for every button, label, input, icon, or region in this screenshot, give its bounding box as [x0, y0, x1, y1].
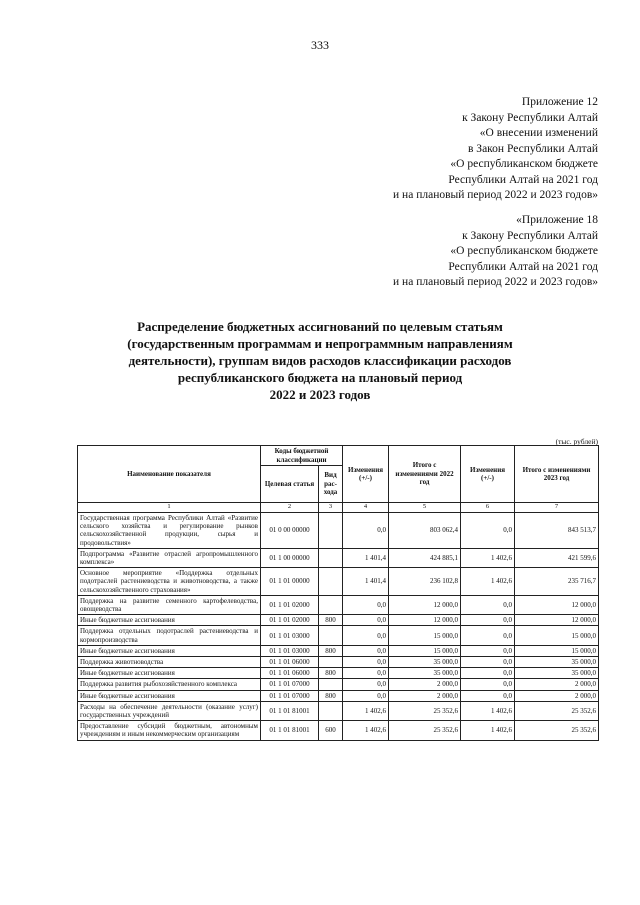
row-change-2022: 0,0: [343, 615, 389, 626]
column-number: 3: [319, 503, 343, 513]
row-total-2022: 2 000,0: [389, 679, 461, 690]
annex-line: к Закону Республики Алтай: [462, 111, 598, 124]
header-codes: Коды бюджетной классификации: [261, 446, 343, 466]
row-change-2022: 1 401,4: [343, 548, 389, 567]
header-total-2022: Итого с изменениями 2022 год: [389, 446, 461, 503]
title-line: (государственным программам и непрограммным направлениям: [127, 336, 513, 351]
row-expense-type: 600: [319, 721, 343, 740]
table-row: [78, 548, 599, 567]
row-total-2022: 25 352,6: [389, 721, 461, 740]
table-row: [78, 615, 599, 626]
row-target-code: 01 0 00 00000: [261, 513, 319, 549]
row-total-2022: 12 000,0: [389, 615, 461, 626]
title-line: республиканского бюджета на плановый период: [177, 370, 463, 385]
table-row: [78, 701, 599, 720]
row-expense-type: [319, 657, 343, 668]
column-number: 5: [389, 503, 461, 513]
row-total-2022: 15 000,0: [389, 645, 461, 656]
annex-line: Республики Алтай на 2021 год: [448, 173, 598, 186]
table-row: [78, 595, 599, 614]
row-name: Поддержка развития рыбохозяйственного комплекса: [78, 679, 261, 690]
row-change-2022: 0,0: [343, 595, 389, 614]
row-total-2023: 25 352,6: [515, 721, 599, 740]
row-name: Предоставление субсидий бюджетным, автономным учреждениям и иным некоммерческим организациям: [78, 721, 261, 740]
column-number: 2: [261, 503, 319, 513]
annex-line: «Приложение 18: [516, 214, 598, 226]
row-total-2023: 2 000,0: [515, 679, 599, 690]
row-target-code: 01 1 01 02000: [261, 615, 319, 626]
row-expense-type: 800: [319, 615, 343, 626]
row-target-code: 01 1 01 00000: [261, 568, 319, 596]
document-title: [60, 318, 580, 403]
row-total-2023: 12 000,0: [515, 595, 599, 614]
table-row: [78, 568, 599, 596]
row-total-2022: 424 885,1: [389, 548, 461, 567]
row-name: Поддержка отдельных подотраслей растениеводства и кормопроизводства: [78, 626, 261, 645]
row-expense-type: [319, 595, 343, 614]
row-expense-type: [319, 548, 343, 567]
title-line: Распределение бюджетных ассигнований по целевым статьям: [137, 319, 503, 334]
row-change-2023: 0,0: [461, 645, 515, 656]
row-change-2022: 0,0: [343, 645, 389, 656]
budget-table: [77, 445, 599, 741]
table-row: [78, 690, 599, 701]
annex-line: и на плановый период 2022 и 2023 годов»: [393, 276, 598, 288]
row-total-2022: 803 062,4: [389, 513, 461, 549]
table-row: [78, 657, 599, 668]
row-name: Государственная программа Республики Алтай «Развитие сельского хозяйства и регулирование рынков сельскохозяйственной продукции, сырья и продовольствия»: [78, 513, 261, 549]
table-row: [78, 513, 599, 549]
budget-table-body: [78, 513, 599, 741]
row-total-2023: 35 000,0: [515, 657, 599, 668]
row-name: Расходы на обеспечение деятельности (оказание услуг) государственных учреждений: [78, 701, 261, 720]
row-target-code: 01 1 01 07000: [261, 679, 319, 690]
header-type: Вид рас-хода: [319, 466, 343, 503]
row-target-code: 01 1 01 06000: [261, 668, 319, 679]
row-total-2023: 12 000,0: [515, 615, 599, 626]
row-name: Поддержка на развитие семенного картофелеводства, овощеводства: [78, 595, 261, 614]
table-row: [78, 721, 599, 740]
row-change-2023: 0,0: [461, 626, 515, 645]
row-change-2022: 0,0: [343, 657, 389, 668]
row-total-2022: 35 000,0: [389, 668, 461, 679]
row-change-2022: 0,0: [343, 626, 389, 645]
annex-line: в Закон Республики Алтай: [468, 142, 598, 155]
table-row: [78, 668, 599, 679]
row-target-code: 01 1 01 03000: [261, 626, 319, 645]
header-name: Наименование показателя: [78, 446, 261, 503]
row-total-2023: 25 352,6: [515, 701, 599, 720]
table-row: [78, 679, 599, 690]
annex-line: Республики Алтай на 2021 год: [448, 260, 598, 273]
annex-line: Приложение 12: [521, 96, 598, 108]
row-target-code: 01 1 00 00000: [261, 548, 319, 567]
annex-line: к Закону Республики Алтай: [462, 229, 598, 242]
title-line: деятельности), группам видов расходов классификации расходов: [128, 353, 512, 368]
row-change-2023: 0,0: [461, 595, 515, 614]
row-total-2023: 235 716,7: [515, 568, 599, 596]
row-target-code: 01 1 01 02000: [261, 595, 319, 614]
row-change-2022: 0,0: [343, 690, 389, 701]
row-change-2023: 1 402,6: [461, 568, 515, 596]
row-name: Иные бюджетные ассигнования: [78, 668, 261, 679]
header-target: Целевая статья: [261, 466, 319, 503]
row-total-2022: 2 000,0: [389, 690, 461, 701]
annex-line: «О внесении изменений: [479, 127, 598, 139]
row-expense-type: 800: [319, 668, 343, 679]
row-target-code: 01 1 01 06000: [261, 657, 319, 668]
row-expense-type: [319, 626, 343, 645]
row-expense-type: [319, 701, 343, 720]
row-change-2022: 1 401,4: [343, 568, 389, 596]
annex-header: [393, 95, 598, 204]
row-change-2022: 0,0: [343, 679, 389, 690]
row-total-2023: 35 000,0: [515, 668, 599, 679]
row-total-2023: 843 513,7: [515, 513, 599, 549]
column-number: 4: [343, 503, 389, 513]
row-target-code: 01 1 01 81001: [261, 701, 319, 720]
row-total-2022: 25 352,6: [389, 701, 461, 720]
row-change-2022: 0,0: [343, 513, 389, 549]
page-number: 333: [311, 38, 329, 52]
row-total-2023: 2 000,0: [515, 690, 599, 701]
column-number: 6: [461, 503, 515, 513]
title-line: 2022 и 2023 годов: [269, 387, 371, 402]
header-change-2022: Изменения (+/-): [343, 446, 389, 503]
row-name: Иные бюджетные ассигнования: [78, 690, 261, 701]
row-total-2023: 15 000,0: [515, 645, 599, 656]
annex-line: «О республиканском бюджете: [450, 245, 598, 257]
row-change-2023: 0,0: [461, 679, 515, 690]
row-total-2023: 421 599,6: [515, 548, 599, 567]
row-name: Иные бюджетные ассигнования: [78, 615, 261, 626]
annex-line: «О республиканском бюджете: [450, 158, 598, 170]
row-target-code: 01 1 01 03000: [261, 645, 319, 656]
row-expense-type: 800: [319, 645, 343, 656]
row-change-2023: 0,0: [461, 657, 515, 668]
row-change-2023: 0,0: [461, 615, 515, 626]
header-change-2023: Изменения (+/-): [461, 446, 515, 503]
row-total-2023: 15 000,0: [515, 626, 599, 645]
row-expense-type: [319, 568, 343, 596]
row-name: Поддержка животноводства: [78, 657, 261, 668]
row-target-code: 01 1 01 81001: [261, 721, 319, 740]
row-expense-type: [319, 679, 343, 690]
row-change-2023: 1 402,6: [461, 721, 515, 740]
row-expense-type: [319, 513, 343, 549]
row-change-2023: 1 402,6: [461, 701, 515, 720]
column-number: 1: [78, 503, 261, 513]
row-total-2022: 15 000,0: [389, 626, 461, 645]
row-change-2022: 1 402,6: [343, 721, 389, 740]
row-name: Иные бюджетные ассигнования: [78, 645, 261, 656]
table-row: [78, 626, 599, 645]
annex-quoted: [393, 213, 598, 291]
row-change-2022: 0,0: [343, 668, 389, 679]
row-name: Основное мероприятие «Поддержка отдельных подотраслей растениеводства и животноводства, а также сельскохозяйственного страхования»: [78, 568, 261, 596]
row-expense-type: 800: [319, 690, 343, 701]
row-name: Подпрограмма «Развитие отраслей агропромышленного комплекса»: [78, 548, 261, 567]
row-change-2022: 1 402,6: [343, 701, 389, 720]
units-label: (тыс. рублей): [555, 437, 598, 446]
row-total-2022: 12 000,0: [389, 595, 461, 614]
row-total-2022: 236 102,8: [389, 568, 461, 596]
column-number: 7: [515, 503, 599, 513]
header-total-2023: Итого с изменениями 2023 год: [515, 446, 599, 503]
row-change-2023: 0,0: [461, 513, 515, 549]
row-change-2023: 0,0: [461, 668, 515, 679]
annex-line: и на плановый период 2022 и 2023 годов»: [393, 189, 598, 201]
row-total-2022: 35 000,0: [389, 657, 461, 668]
row-change-2023: 0,0: [461, 690, 515, 701]
row-target-code: 01 1 01 07000: [261, 690, 319, 701]
row-change-2023: 1 402,6: [461, 548, 515, 567]
table-row: [78, 645, 599, 656]
